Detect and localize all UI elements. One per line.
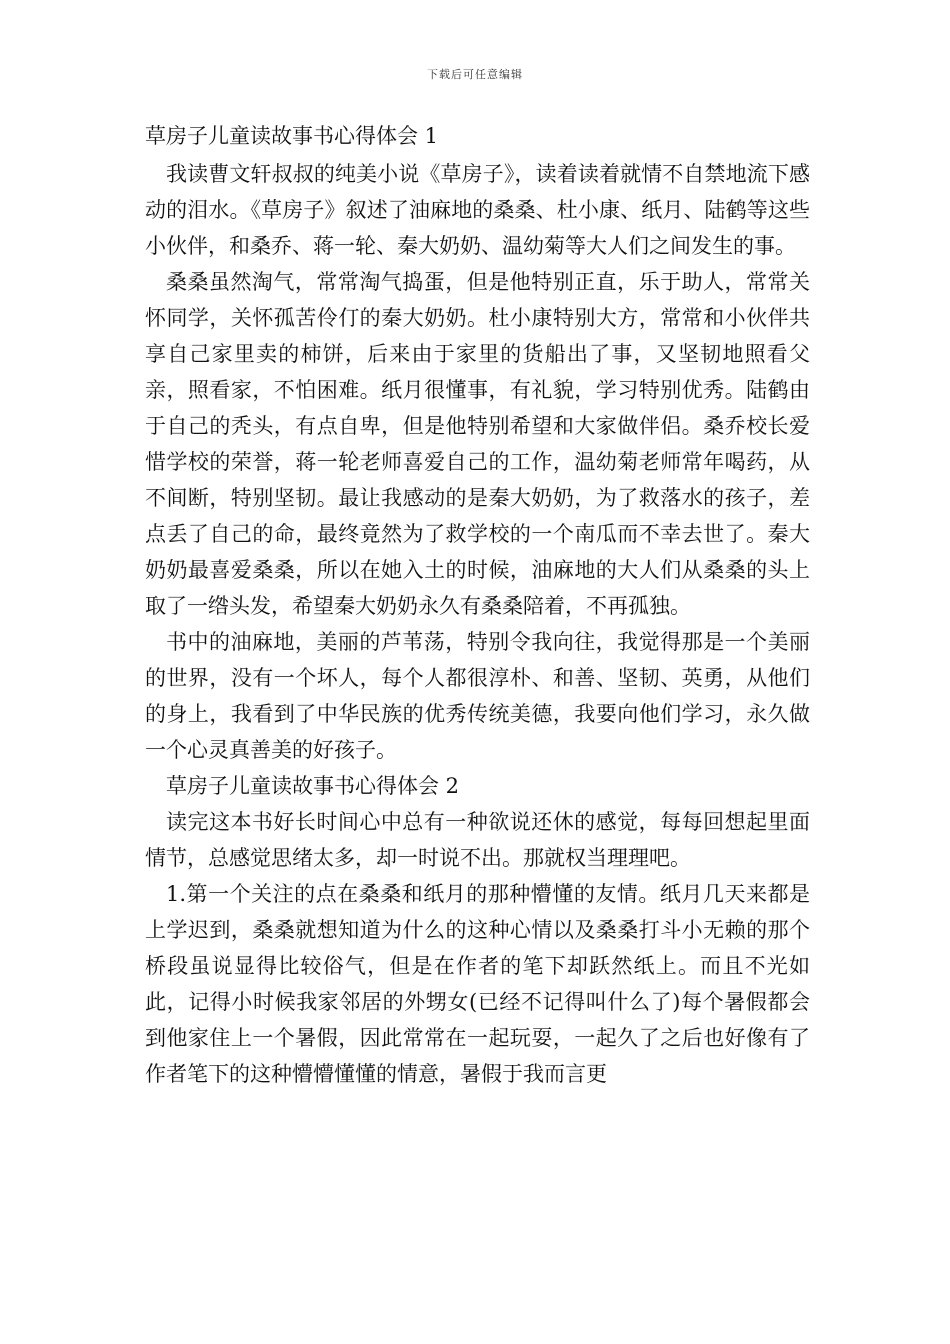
section-1-paragraph-1: 我读曹文轩叔叔的纯美小说《草房子》，读着读着就情不自禁地流下感动的泪水。《草房子》叙述了油麻地的桑桑、杜小康、纸月、陆鹤等这些小伙伴，和桑乔、蒋一轮、秦大奶奶、温幼菊等大人们之间发生的事。 — [145, 162, 810, 258]
section-1-paragraph-2: 桑桑虽然淘气，常常淘气捣蛋，但是他特别正直，乐于助人，常常关怀同学，关怀孤苦伶仃的秦大奶奶。杜小康特别大方，常常和小伙伴共享自己家里卖的柿饼，后来由于家里的货船出了事，又坚韧地照看父亲，照看家，不怕困难。纸月很懂事，有礼貌，学习特别优秀。陆鹤由于自己的秃头，有点自卑，但是他特别希望和大家做伴侣。桑乔校长爱惜学校的荣誉，蒋一轮老师喜爱自己的工作，温幼菊老师常年喝药，从不间断，特别坚韧。最让我感动的是秦大奶奶，为了救落水的孩子，差点丢了自己的命，最终竟然为了救学校的一个南瓜而不幸去世了。秦大奶奶最喜爱桑桑，所以在她入土的时候，油麻地的大人们从桑桑的头上取了一绺头发，希望秦大奶奶永久有桑桑陪着，不再孤独。 — [145, 270, 810, 618]
section-1-paragraph-3: 书中的油麻地，美丽的芦苇荡，特别令我向往，我觉得那是一个美丽的世界，没有一个坏人，每个人都很淳朴、和善、坚韧、英勇，从他们的身上，我看到了中华民族的优秀传统美德，我要向他们学习，永久做一个心灵真善美的好孩子。 — [145, 630, 810, 762]
section-2-title: 草房子儿童读故事书心得体会 2 — [166, 774, 460, 798]
section-2-paragraph-1: 读完这本书好长时间心中总有一种欲说还休的感觉，每每回想起里面情节，总感觉思绪太多，却一时说不出。那就权当理理吧。 — [145, 810, 810, 870]
document-body — [145, 118, 810, 1092]
header-note: 下载后可任意编辑 — [427, 68, 523, 81]
section-1-title: 草房子儿童读故事书心得体会 1 — [145, 124, 439, 148]
section-2-paragraph-2: 1.第一个关注的点在桑桑和纸月的那种懵懂的友情。纸月几天来都是上学迟到，桑桑就想知道为什么的这种心情以及桑桑打斗小无赖的那个桥段虽说显得比较俗气，但是在作者的笔下却跃然纸上。而且不光如此，记得小时候我家邻居的外甥女(已经不记得叫什么了)每个暑假都会到他家住上一个暑假，因此常常在一起玩耍，一起久了之后也好像有了作者笔下的这种懵懵懂懂的情意，暑假于我而言更 — [145, 882, 810, 1086]
